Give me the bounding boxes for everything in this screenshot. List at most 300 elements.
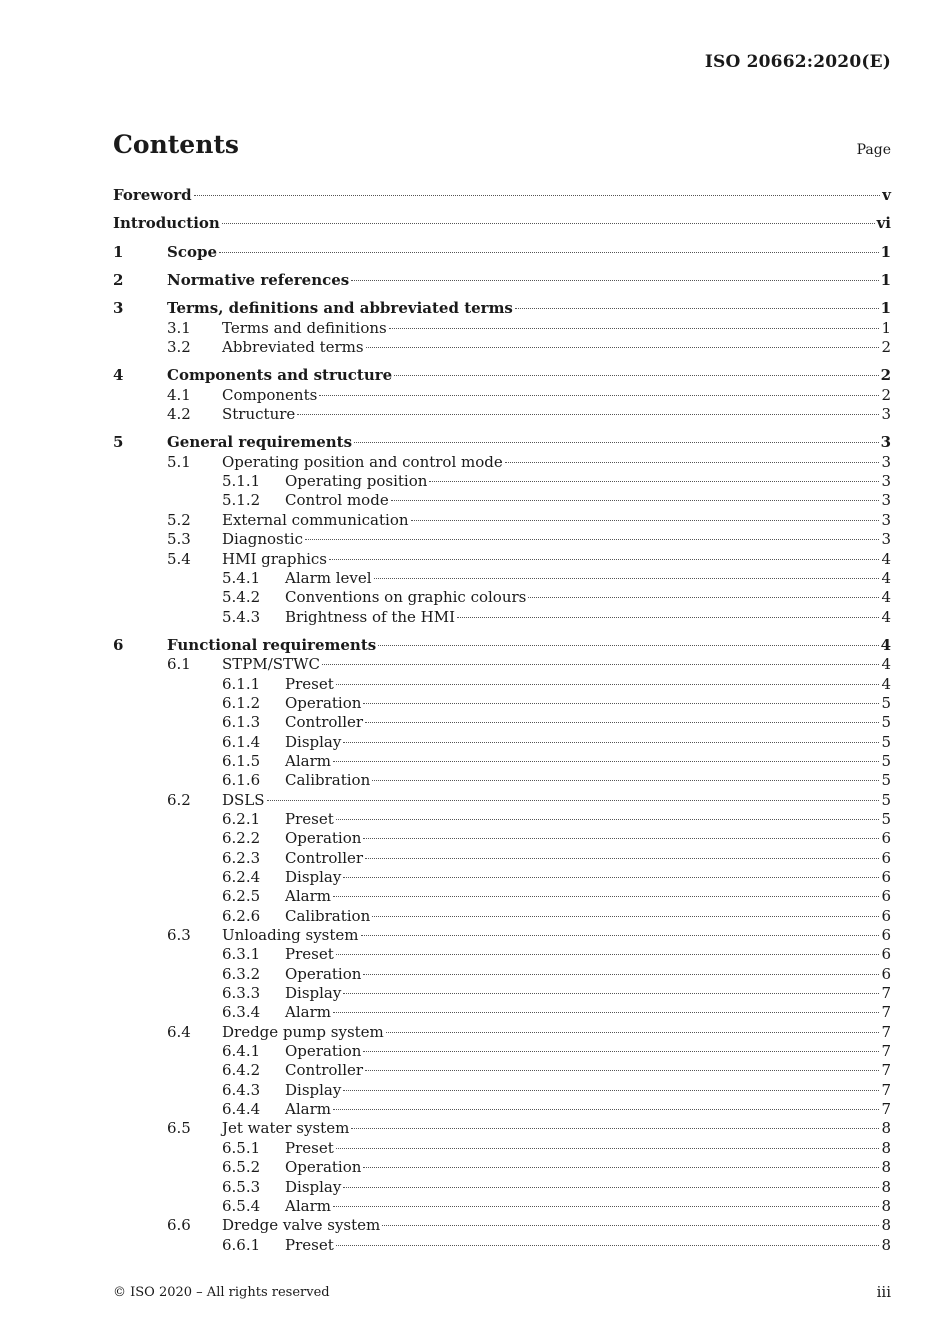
toc-entry-page[interactable]: 8 bbox=[881, 1177, 891, 1196]
toc-entry-title[interactable]: Control mode bbox=[285, 491, 389, 510]
toc-entry-number: 4.1 bbox=[167, 385, 191, 404]
toc-entry-line bbox=[285, 887, 891, 906]
toc-entry-line bbox=[113, 214, 891, 233]
toc-entry[interactable] bbox=[113, 1158, 891, 1177]
toc-entry-number: 4.2 bbox=[167, 405, 191, 424]
toc-entry-number: 6.1.5 bbox=[222, 751, 261, 770]
toc-entry[interactable] bbox=[113, 338, 891, 357]
toc-entry-number: 6.3.1 bbox=[222, 945, 261, 964]
toc-entry-page[interactable]: 7 bbox=[881, 1061, 891, 1080]
toc-entry-line bbox=[285, 733, 891, 752]
toc-entry-page[interactable]: 5 bbox=[881, 713, 891, 732]
toc-entry[interactable] bbox=[113, 569, 891, 588]
toc-entry-number: 6.2 bbox=[167, 790, 191, 809]
dot-leader bbox=[382, 1225, 879, 1226]
toc-entry[interactable] bbox=[113, 472, 891, 491]
toc-entry-page[interactable]: 4 bbox=[881, 674, 891, 693]
toc-entry-page[interactable]: 5 bbox=[881, 771, 891, 790]
toc-entry-line bbox=[222, 453, 891, 472]
toc-entry-page[interactable]: 8 bbox=[881, 1119, 891, 1138]
dot-leader bbox=[336, 684, 880, 685]
toc-entry[interactable] bbox=[113, 771, 891, 790]
toc-entry-title[interactable]: Operating position and control mode bbox=[222, 452, 503, 471]
toc-entry-line bbox=[285, 1042, 891, 1061]
toc-entry-title[interactable]: Preset bbox=[285, 1235, 334, 1254]
toc-entry-line bbox=[285, 752, 891, 771]
dot-leader bbox=[329, 559, 879, 560]
toc-entry-number: 6.2.1 bbox=[222, 809, 261, 828]
toc-entry-page[interactable]: 6 bbox=[881, 945, 891, 964]
toc-entry-number: 6.2.3 bbox=[222, 848, 261, 867]
toc-entry-number: 5.4.2 bbox=[222, 588, 261, 607]
toc-entry-page[interactable]: 6 bbox=[881, 926, 891, 945]
toc-entry[interactable] bbox=[113, 386, 891, 405]
toc-entry-page[interactable]: 6 bbox=[881, 868, 891, 886]
toc-entry-number: 5.1.1 bbox=[222, 472, 261, 491]
toc-entry-page[interactable]: 5 bbox=[881, 809, 891, 828]
toc-entry[interactable] bbox=[113, 829, 891, 848]
toc-entry[interactable] bbox=[113, 1139, 891, 1158]
dot-leader bbox=[389, 328, 880, 329]
toc-entry-title[interactable]: Components and structure bbox=[167, 366, 393, 385]
toc-entry[interactable] bbox=[113, 491, 891, 510]
toc-entry-title[interactable]: Preset bbox=[285, 809, 334, 828]
toc-entry-title[interactable]: Terms and definitions bbox=[222, 318, 387, 337]
dot-leader bbox=[363, 1051, 879, 1052]
toc-entry-line bbox=[285, 472, 891, 491]
toc-entry-page[interactable]: 5 bbox=[881, 732, 891, 751]
toc-entry-page[interactable]: 3 bbox=[881, 510, 891, 529]
toc-entry-number: 2 bbox=[113, 271, 124, 290]
toc-entry-title[interactable]: Calibration bbox=[285, 771, 371, 790]
toc-entry-title[interactable]: HMI graphics bbox=[222, 549, 328, 568]
toc-entry-page[interactable]: 6 bbox=[881, 964, 891, 983]
dot-leader bbox=[411, 520, 880, 521]
dot-leader bbox=[336, 1148, 880, 1149]
toc-entry[interactable] bbox=[113, 887, 891, 906]
page-title: Contents bbox=[113, 130, 240, 159]
toc-entry-title[interactable]: Calibration bbox=[285, 906, 371, 925]
toc-entry-page[interactable]: 1 bbox=[880, 271, 891, 290]
toc-entry-line bbox=[285, 1197, 891, 1216]
toc-entry-number: 6.4 bbox=[167, 1022, 191, 1041]
toc-entry-number: 6.5.1 bbox=[222, 1138, 261, 1157]
toc-entry-number: 6.2.2 bbox=[222, 829, 261, 848]
toc-entry-number: 6.6 bbox=[167, 1216, 191, 1235]
toc-entry-title[interactable]: Foreword bbox=[113, 186, 192, 204]
toc-entry-line bbox=[285, 907, 891, 926]
toc-entry[interactable] bbox=[113, 926, 891, 945]
toc-entry-number: 6.3 bbox=[167, 926, 191, 945]
toc-entry[interactable] bbox=[113, 1236, 891, 1255]
toc-entry-page[interactable]: 8 bbox=[881, 1196, 891, 1215]
toc-entry-title[interactable]: Alarm bbox=[285, 1003, 331, 1022]
toc-entry-title[interactable]: Diagnostic bbox=[222, 530, 303, 549]
toc-entry[interactable] bbox=[113, 733, 891, 752]
toc-entry-page[interactable]: 1 bbox=[881, 318, 891, 337]
toc-entry[interactable] bbox=[113, 366, 891, 385]
toc-entry-title[interactable]: Operation bbox=[285, 1042, 362, 1061]
toc-entry-line bbox=[222, 319, 891, 338]
toc-entry-title[interactable]: Conventions on graphic colours bbox=[285, 588, 527, 607]
toc-entry-title[interactable]: Display bbox=[285, 984, 342, 1003]
toc-entry[interactable] bbox=[113, 214, 891, 233]
toc-entry-number: 6.4.2 bbox=[222, 1061, 261, 1080]
toc-entry-line bbox=[222, 511, 891, 530]
toc-entry[interactable] bbox=[113, 243, 891, 262]
toc-entry-line bbox=[222, 386, 891, 405]
toc-entry[interactable] bbox=[113, 1197, 891, 1216]
toc-entry-number: 6.2.5 bbox=[222, 887, 261, 906]
toc-entry-number: 6.6.1 bbox=[222, 1235, 261, 1254]
toc-entry-number: 5.4 bbox=[167, 549, 191, 568]
toc-entry[interactable] bbox=[113, 299, 891, 318]
toc-entry[interactable] bbox=[113, 319, 891, 338]
toc-entry[interactable] bbox=[113, 186, 891, 205]
toc-entry-number: 6.1.3 bbox=[222, 713, 261, 732]
toc-entry-title[interactable]: Dredge pump system bbox=[222, 1022, 384, 1041]
toc-entry-number: 5.2 bbox=[167, 510, 191, 529]
page-number: iii bbox=[876, 1283, 891, 1301]
toc-entry[interactable] bbox=[113, 810, 891, 829]
toc-entry-title[interactable]: Operation bbox=[285, 829, 362, 848]
toc-entry-number: 6.1 bbox=[167, 655, 191, 674]
toc-entry[interactable] bbox=[113, 405, 891, 424]
toc-entry-number: 6.1.4 bbox=[222, 732, 261, 751]
toc-entry-page[interactable]: 2 bbox=[881, 385, 891, 404]
toc-entry-line bbox=[222, 530, 891, 549]
toc-entry-title[interactable]: Display bbox=[285, 1080, 342, 1099]
toc-entry[interactable] bbox=[113, 752, 891, 771]
toc-entry-line bbox=[167, 243, 891, 262]
toc-entry-title[interactable]: Controller bbox=[285, 713, 364, 732]
toc-entry-line bbox=[285, 1178, 891, 1197]
toc-entry-number: 6.3.2 bbox=[222, 964, 261, 983]
toc-entry-number: 6.5.2 bbox=[222, 1158, 261, 1177]
dot-leader bbox=[363, 703, 879, 704]
dot-leader bbox=[457, 617, 879, 618]
dot-leader bbox=[394, 375, 878, 376]
toc-entry-page[interactable]: 5 bbox=[881, 790, 891, 809]
dot-leader bbox=[515, 308, 879, 309]
dot-leader bbox=[365, 1070, 879, 1071]
dot-leader bbox=[222, 223, 875, 224]
dot-leader bbox=[363, 974, 879, 975]
toc-entry-title[interactable]: Alarm bbox=[285, 887, 331, 906]
dot-leader bbox=[363, 1167, 879, 1168]
toc-entry[interactable] bbox=[113, 1178, 891, 1197]
toc-entry-title[interactable]: Operation bbox=[285, 1158, 362, 1177]
toc-entry[interactable] bbox=[113, 713, 891, 732]
toc-entry[interactable] bbox=[113, 694, 891, 713]
toc-entry-line bbox=[222, 1023, 891, 1042]
toc-entry-number: 6.2.4 bbox=[222, 868, 261, 886]
toc-entry-number: 6.1.6 bbox=[222, 771, 261, 790]
dot-leader bbox=[378, 645, 878, 646]
toc-entry-title[interactable]: Dredge valve system bbox=[222, 1216, 381, 1235]
dot-leader bbox=[322, 664, 879, 665]
toc-entry-number: 6.1.1 bbox=[222, 674, 261, 693]
toc-entry[interactable] bbox=[113, 530, 891, 549]
dot-leader bbox=[343, 877, 879, 878]
toc-entry-page[interactable]: 7 bbox=[881, 1022, 891, 1041]
toc-entry-line bbox=[285, 713, 891, 732]
toc-entry[interactable] bbox=[113, 588, 891, 607]
toc-entry-title[interactable]: Operating position bbox=[285, 472, 428, 491]
toc-entry-line bbox=[285, 694, 891, 713]
toc-entry-title[interactable]: Functional requirements bbox=[167, 635, 377, 654]
toc-entry-line bbox=[285, 1081, 891, 1100]
toc-entry-line bbox=[285, 810, 891, 829]
toc-entry-number: 6.2.6 bbox=[222, 906, 261, 925]
toc-entry-number: 6.5.3 bbox=[222, 1177, 261, 1196]
dot-leader bbox=[333, 1012, 879, 1013]
toc-entry-title[interactable]: Scope bbox=[167, 242, 218, 261]
toc-entry-title[interactable]: Controller bbox=[285, 1061, 364, 1080]
toc-entry-page[interactable]: 7 bbox=[881, 1100, 891, 1119]
toc-entry-line bbox=[222, 550, 891, 569]
copyright-notice: © ISO 2020 – All rights reserved bbox=[113, 1285, 330, 1300]
toc-entry-page[interactable]: 8 bbox=[881, 1138, 891, 1157]
toc-entry[interactable] bbox=[113, 907, 891, 926]
toc-entry-page[interactable]: 3 bbox=[880, 433, 891, 452]
toc-entry-page[interactable]: 8 bbox=[881, 1216, 891, 1235]
toc-entry-page[interactable]: 8 bbox=[881, 1235, 891, 1254]
toc-entry-number: 6.4.3 bbox=[222, 1080, 261, 1099]
toc-entry-page[interactable]: 2 bbox=[881, 338, 891, 357]
dot-leader bbox=[354, 442, 879, 443]
toc-entry-number: 3.2 bbox=[167, 338, 191, 357]
toc-entry-number: 5.1 bbox=[167, 452, 191, 471]
toc-entry-title[interactable]: Normative references bbox=[167, 271, 350, 290]
toc-entry-title[interactable]: Controller bbox=[285, 848, 364, 867]
toc-entry-title[interactable]: DSLS bbox=[222, 790, 265, 809]
standard-id: ISO 20662:2020(E) bbox=[704, 52, 891, 72]
toc-entry-page[interactable]: 4 bbox=[881, 549, 891, 568]
toc-entry-page[interactable]: 6 bbox=[881, 906, 891, 925]
toc-entry-line bbox=[222, 655, 891, 674]
toc-entry-page[interactable]: 4 bbox=[881, 568, 891, 587]
toc-entry-line bbox=[285, 588, 891, 607]
toc-entry-line bbox=[285, 1100, 891, 1119]
dot-leader bbox=[336, 954, 880, 955]
dot-leader bbox=[333, 1109, 879, 1110]
toc-entry[interactable] bbox=[113, 608, 891, 627]
toc-entry-title[interactable]: Preset bbox=[285, 945, 334, 964]
dot-leader bbox=[194, 195, 881, 196]
toc-entry-page[interactable]: 2 bbox=[880, 366, 891, 385]
toc-entry[interactable] bbox=[113, 945, 891, 964]
dot-leader bbox=[333, 761, 879, 762]
toc-entry-line bbox=[222, 1119, 891, 1138]
toc-entry-line bbox=[285, 675, 891, 694]
toc-entry[interactable] bbox=[113, 1061, 891, 1080]
toc-entry[interactable] bbox=[113, 1003, 891, 1022]
toc-entry[interactable] bbox=[113, 511, 891, 530]
toc-entry-title[interactable]: General requirements bbox=[167, 433, 353, 452]
toc-entry[interactable] bbox=[113, 1081, 891, 1100]
toc-entry-title[interactable]: Display bbox=[285, 1177, 342, 1196]
dot-leader bbox=[386, 1032, 880, 1033]
toc-entry-line bbox=[285, 984, 891, 1003]
toc-entry-page[interactable]: 3 bbox=[881, 472, 891, 491]
toc-entry[interactable] bbox=[113, 965, 891, 984]
toc-entry-number: 5.3 bbox=[167, 530, 191, 549]
toc-entry-title[interactable]: Operation bbox=[285, 964, 362, 983]
toc-entry-line bbox=[167, 433, 891, 452]
dot-leader bbox=[363, 838, 879, 839]
table-of-contents bbox=[113, 186, 891, 1255]
toc-entry-page[interactable]: 4 bbox=[881, 655, 891, 674]
dot-leader bbox=[372, 780, 879, 781]
toc-entry-number: 6.4.4 bbox=[222, 1100, 261, 1119]
toc-entry-title[interactable]: STPM/STWC bbox=[222, 655, 320, 674]
toc-entry-page[interactable]: 5 bbox=[881, 693, 891, 712]
toc-entry-page[interactable]: vi bbox=[876, 214, 891, 233]
dot-leader bbox=[366, 347, 880, 348]
toc-entry-number: 6.1.2 bbox=[222, 693, 261, 712]
toc-entry-title[interactable]: Structure bbox=[222, 405, 296, 424]
dot-leader bbox=[319, 395, 879, 396]
toc-entry-page[interactable]: 4 bbox=[880, 635, 891, 654]
toc-entry-line bbox=[222, 338, 891, 357]
toc-entry[interactable] bbox=[113, 433, 891, 452]
dot-leader bbox=[351, 1128, 879, 1129]
toc-entry[interactable] bbox=[113, 675, 891, 694]
toc-entry-title[interactable]: Unloading system bbox=[222, 926, 359, 945]
toc-entry[interactable] bbox=[113, 791, 891, 810]
toc-entry[interactable] bbox=[113, 1216, 891, 1235]
toc-entry-line bbox=[285, 1061, 891, 1080]
toc-entry-line bbox=[285, 849, 891, 868]
toc-entry-number: 6.5.4 bbox=[222, 1196, 261, 1215]
toc-entry-line bbox=[285, 771, 891, 790]
toc-entry-page[interactable]: 4 bbox=[881, 588, 891, 607]
toc-entry-page[interactable]: 3 bbox=[881, 452, 891, 471]
toc-entry-line bbox=[222, 1216, 891, 1235]
toc-entry[interactable] bbox=[113, 868, 891, 887]
toc-entry[interactable] bbox=[113, 655, 891, 674]
toc-entry-title[interactable]: Jet water system bbox=[222, 1119, 350, 1138]
dot-leader bbox=[343, 742, 879, 743]
toc-entry-line bbox=[285, 1139, 891, 1158]
toc-entry-title[interactable]: Alarm bbox=[285, 1100, 331, 1119]
toc-entry[interactable] bbox=[113, 453, 891, 472]
dot-leader bbox=[372, 916, 879, 917]
toc-entry-line bbox=[285, 608, 891, 627]
toc-entry-number: 5 bbox=[113, 433, 124, 452]
dot-leader bbox=[219, 252, 879, 253]
toc-entry-line bbox=[285, 965, 891, 984]
toc-entry-title[interactable]: Components bbox=[222, 385, 318, 404]
toc-entry-number: 5.4.3 bbox=[222, 607, 261, 626]
dot-leader bbox=[333, 1206, 879, 1207]
toc-entry-page[interactable]: 7 bbox=[881, 984, 891, 1003]
toc-entry[interactable] bbox=[113, 1023, 891, 1042]
toc-entry-page[interactable]: v bbox=[882, 186, 891, 204]
toc-entry-page[interactable]: 1 bbox=[880, 299, 891, 318]
dot-leader bbox=[361, 935, 880, 936]
toc-entry-line bbox=[285, 868, 891, 887]
toc-entry-line bbox=[167, 366, 891, 385]
toc-entry-number: 5.4.1 bbox=[222, 568, 261, 587]
toc-entry-page[interactable]: 3 bbox=[881, 530, 891, 549]
dot-leader bbox=[336, 1245, 880, 1246]
dot-leader bbox=[297, 414, 879, 415]
toc-entry-title[interactable]: Alarm bbox=[285, 1196, 331, 1215]
toc-entry-line bbox=[167, 299, 891, 318]
toc-entry-title[interactable]: Introduction bbox=[113, 214, 220, 233]
toc-entry-page[interactable]: 3 bbox=[881, 491, 891, 510]
toc-entry-page[interactable]: 6 bbox=[881, 848, 891, 867]
toc-entry[interactable] bbox=[113, 1100, 891, 1119]
toc-entry-number: 1 bbox=[113, 242, 124, 261]
toc-entry-line bbox=[285, 829, 891, 848]
toc-entry-line bbox=[222, 926, 891, 945]
dot-leader bbox=[365, 858, 879, 859]
toc-entry-number: 6.3.4 bbox=[222, 1003, 261, 1022]
toc-entry-line bbox=[113, 186, 891, 205]
toc-entry-page[interactable]: 3 bbox=[881, 405, 891, 424]
toc-entry[interactable] bbox=[113, 636, 891, 655]
toc-entry-number: 5.1.2 bbox=[222, 491, 261, 510]
toc-entry-page[interactable]: 5 bbox=[881, 751, 891, 770]
dot-leader bbox=[528, 597, 879, 598]
dot-leader bbox=[267, 800, 880, 801]
toc-entry-line bbox=[167, 271, 891, 290]
toc-entry-page[interactable]: 1 bbox=[880, 242, 891, 261]
dot-leader bbox=[336, 819, 880, 820]
toc-entry-line bbox=[222, 791, 891, 810]
toc-entry-page[interactable]: 8 bbox=[881, 1158, 891, 1177]
toc-entry-title[interactable]: Alarm bbox=[285, 751, 331, 770]
toc-entry-title[interactable]: Preset bbox=[285, 674, 334, 693]
dot-leader bbox=[343, 1090, 879, 1091]
toc-entry-number: 6 bbox=[113, 635, 124, 654]
toc-entry-title[interactable]: External communication bbox=[222, 510, 409, 529]
dot-leader bbox=[505, 462, 880, 463]
dot-leader bbox=[429, 481, 879, 482]
toc-entry-title[interactable]: Alarm level bbox=[285, 568, 372, 587]
toc-entry[interactable] bbox=[113, 1042, 891, 1061]
toc-entry-number: 6.3.3 bbox=[222, 984, 261, 1003]
dot-leader bbox=[391, 500, 880, 501]
toc-entry-page[interactable]: 4 bbox=[881, 607, 891, 626]
toc-entry-line bbox=[285, 1158, 891, 1177]
toc-entry-page[interactable]: 6 bbox=[881, 829, 891, 848]
toc-entry[interactable] bbox=[113, 849, 891, 868]
toc-entry-title[interactable]: Brightness of the HMI bbox=[285, 607, 456, 626]
toc-entry-page[interactable]: 6 bbox=[881, 887, 891, 906]
toc-entry[interactable] bbox=[113, 271, 891, 290]
toc-entry-title[interactable]: Operation bbox=[285, 693, 362, 712]
toc-entry-page[interactable]: 7 bbox=[881, 1042, 891, 1061]
toc-entry-page[interactable]: 7 bbox=[881, 1003, 891, 1022]
toc-entry-number: 6.4.1 bbox=[222, 1042, 261, 1061]
toc-entry-title[interactable]: Abbreviated terms bbox=[222, 338, 364, 357]
toc-entry-page[interactable]: 7 bbox=[881, 1080, 891, 1099]
toc-entry-title[interactable]: Display bbox=[285, 732, 342, 751]
toc-entry-number: 3 bbox=[113, 299, 124, 318]
toc-entry-title[interactable]: Display bbox=[285, 868, 342, 886]
toc-entry[interactable] bbox=[113, 550, 891, 569]
dot-leader bbox=[333, 896, 879, 897]
toc-entry[interactable] bbox=[113, 1119, 891, 1138]
toc-entry[interactable] bbox=[113, 984, 891, 1003]
toc-entry-title[interactable]: Preset bbox=[285, 1138, 334, 1157]
dot-leader bbox=[374, 578, 880, 579]
toc-entry-title[interactable]: Terms, definitions and abbreviated terms bbox=[167, 299, 513, 318]
